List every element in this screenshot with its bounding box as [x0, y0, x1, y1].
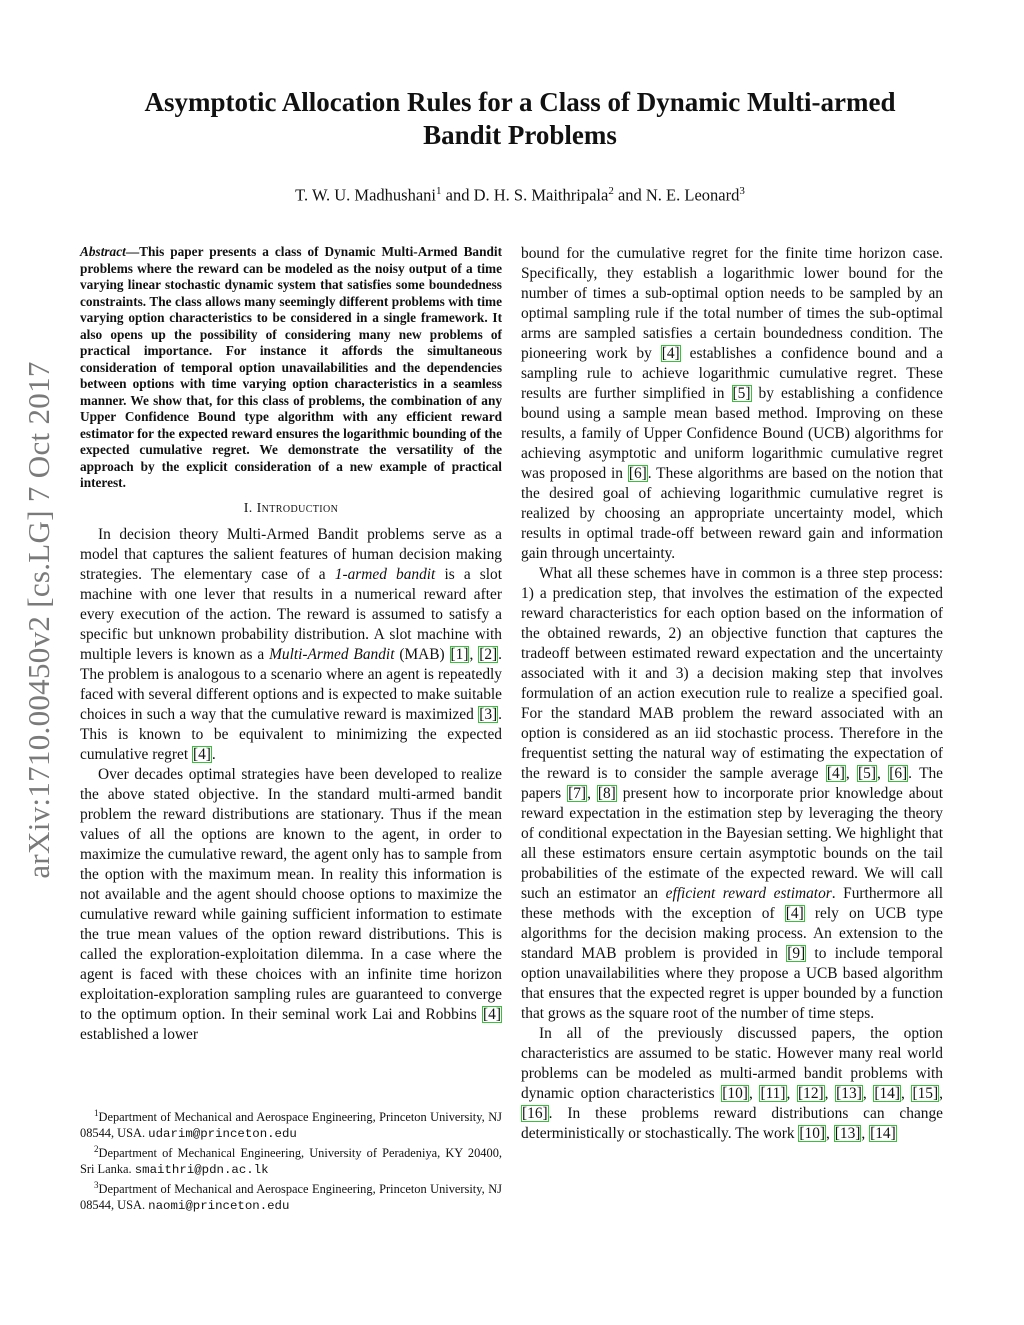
author-list — [80, 180, 960, 207]
italic-term: 1-armed bandit — [334, 565, 436, 583]
abstract — [80, 244, 502, 492]
abstract-label: Abstract — [80, 244, 126, 259]
footnote-text: Department of Mechanical and Aerospace Engineering, Princeton University, NJ 08544, USA. — [80, 1182, 502, 1212]
citation-link[interactable]: [10] — [799, 1125, 826, 1142]
text-run: . In these problems reward distributions can change deterministically or stochastically. The work — [521, 1105, 943, 1142]
citation-link[interactable]: [13] — [834, 1125, 861, 1142]
text-run: , — [824, 1085, 836, 1102]
citation-link[interactable]: [14] — [874, 1085, 900, 1102]
text-run: establishes a confidence bound and a sampling rule to achieve logarithmic cumulative regret. These results are further simplified in — [521, 345, 943, 402]
left-column — [80, 244, 502, 1045]
right-paragraph-1 — [521, 244, 943, 564]
text-run: established a lower — [80, 1025, 198, 1043]
citation-link[interactable]: [9] — [787, 945, 806, 962]
author-2: D. H. S. Maithripala — [473, 185, 609, 205]
paper-title — [80, 86, 960, 152]
footnote-2 — [80, 1142, 502, 1178]
citation-link[interactable]: [2] — [479, 645, 498, 663]
citation-link[interactable]: [12] — [798, 1085, 824, 1102]
text-run: . These algorithms are based on the notion that the desired goal of achieving logarithmic cumulative regret is realized by choosing an appropriate uncertainty model, which results in optimal trade-off between reward gain and information gain through uncertainty. — [521, 465, 943, 562]
text-run: rely on UCB type algorithms for the decision making process. An extension to the standard MAB problem is provided in — [521, 905, 943, 962]
email-address[interactable]: smaithri@pdn.ac.lk — [134, 1162, 269, 1177]
intro-paragraph-2 — [80, 765, 502, 1045]
email-address[interactable]: udarim@princeton.edu — [148, 1126, 297, 1141]
text-run: Over decades optimal strategies have been developed to realize the above stated objective. In the standard multi-armed bandit problem the reward distributions are stationary. Thus if the mean values of all the options are known to the agent, in order to maximize the cumulative reward, the agent only has to sample from the option with the maximum mean. In reality this information is not available and the agent should choose options to maximize the cumulative reward while gaining sufficient information to estimate the true mean values of the option reward distributions. This is called the exploration-exploitation dilemma. In a case where the agent is faced with these choices with an infinite time horizon exploitation-exploration sampling rules are guaranteed to converge to the optimum option. In their seminal work Lai and Robbins — [80, 765, 502, 1023]
text-run: , — [900, 1085, 912, 1102]
footnote-3 — [80, 1178, 502, 1214]
citation-link[interactable]: [16] — [522, 1105, 548, 1122]
citation-link[interactable]: [15] — [912, 1085, 939, 1102]
citation-link[interactable]: [14] — [870, 1125, 896, 1142]
author-1: T. W. U. Madhushani — [295, 185, 436, 205]
title-line-2: Bandit Problems — [423, 120, 617, 150]
section-name: Introduction — [256, 500, 339, 516]
author-3-affiliation: 3 — [739, 185, 745, 197]
citation-link[interactable]: [4] — [826, 765, 845, 782]
author-separator: and — [613, 185, 646, 205]
citation-link[interactable]: [7] — [568, 785, 587, 802]
text-run: , — [939, 1085, 943, 1102]
citation-link[interactable]: [5] — [858, 765, 876, 782]
footnote-text: Department of Mechanical Engineering, University of Peradeniya, KY 20400, Sri Lanka. — [80, 1146, 502, 1176]
footnote-mark: 3 — [94, 1180, 99, 1191]
right-column — [521, 244, 943, 1144]
footnote-text: Department of Mechanical and Aerospace Engineering, Princeton University, NJ 08544, USA. — [80, 1110, 502, 1140]
citation-link[interactable]: [5] — [732, 385, 751, 402]
text-run: . The problem is analogous to a scenario where an agent is repeatedly faced with several different options and is expected to make suitable choices in such a way that the cumulative reward is maximized — [80, 645, 502, 723]
citation-link[interactable]: [4] — [483, 1005, 501, 1023]
text-run: , — [845, 765, 858, 782]
citation-link[interactable]: [4] — [192, 745, 211, 763]
title-line-1: Asymptotic Allocation Rules for a Class of Dynamic Multi-armed — [144, 87, 896, 117]
text-run: bound for the cumulative regret for the finite time horizon case. Specifically, they establish a logarithmic lower bound for the number of times a sub-optimal option needs to be sampled by an optimal sampling rule if the total number of times the sub-optimal arms are sampled satisfies a certain boundedness condition. The pioneering work by — [521, 245, 943, 362]
italic-term: efficient reward estimator — [665, 885, 832, 902]
text-run: by establishing a confidence bound using a sample mean based method. Improving on these results, a family of Upper Confidence Bound (UCB) algorithms for achieving asymptotic and uniform logarithmic cumulative regret was proposed in — [521, 385, 943, 482]
right-paragraph-2 — [521, 564, 943, 1024]
abstract-dash: — — [125, 244, 140, 259]
text-run: , — [786, 1085, 798, 1102]
text-run: is a slot machine with one lever that results in a numerical reward after every execution of the action. The reward is assumed to satisfy a specific but unknown probability distribution. A slot machine with multiple levers is known as a — [80, 565, 502, 663]
italic-term: Multi-Armed Bandit — [269, 645, 395, 663]
footnote-1 — [80, 1106, 502, 1142]
citation-link[interactable]: [6] — [889, 765, 908, 782]
arxiv-side-label — [20, 270, 58, 970]
author-separator: and — [441, 185, 474, 205]
author-2-affiliation: 2 — [608, 185, 614, 197]
text-run: , — [862, 1085, 874, 1102]
text-run: In decision theory Multi-Armed Bandit problems serve as a model that captures the salient features of human decision making strategies. The elementary case of a — [80, 525, 502, 583]
text-run: (MAB) — [394, 645, 450, 663]
text-run: . Furthermore all these methods with the exception of — [521, 885, 944, 922]
abstract-text: This paper presents a class of Dynamic Multi-Armed Bandit problems where the reward can be modeled as the noisy output of a time varying linear stochastic dynamic system that satisfies some boundedness constraints. The class allows many seemingly different problems with time varying option characteristics to be considered in a single framework. It also opens up the possibility of considering many new problems of practical importance. For instance it affords the simultaneous consideration of temporal option unavailabilities and the dependencies between options with time varying option characteristics in a seamless manner. We show that, for this class of problems, the combination of any Upper Confidence Bound type algorithm with any efficient reward estimator for the expected reward ensures the logarithmic bounding of the expected cumulative regret. We demonstrate the versatility of the approach by the explicit consideration of a new example of practical interest. — [80, 244, 502, 490]
email-address[interactable]: naomi@princeton.edu — [148, 1198, 290, 1213]
affiliation-footnotes — [80, 1106, 502, 1214]
section-number: I. — [243, 500, 257, 516]
text-run: , — [861, 1125, 870, 1142]
text-run: In all of the previously discussed papers, the option characteristics are assumed to be static. However many real world problems can be modeled as multi-armed bandit problems with dynamic option characteristics — [521, 1025, 943, 1102]
intro-paragraph-1 — [80, 525, 502, 765]
text-run: What all these schemes have in common is a three step process: 1) a predication step, that involves the estimation of the expected reward characteristics for each option based on the information of the obtained rewards, 2) an objective function that captures the tradeoff between estimated reward expectation and the uncertainty associated with it and 3) a decision making step that involves formulation of an action execution rule to realize a specified goal. For the standard MAB problem the reward associated with an option is considered as an iid stochastic process. Therefore in the frequentist setting the natural way of estimating the expectation of the reward is to consider the sample average — [521, 565, 943, 782]
text-run: , — [748, 1085, 760, 1102]
author-1-affiliation: 1 — [436, 185, 442, 197]
citation-link[interactable]: [11] — [760, 1085, 786, 1102]
right-paragraph-3 — [521, 1024, 943, 1144]
section-heading-introduction — [80, 501, 502, 517]
text-run: , — [469, 645, 479, 663]
citation-link[interactable]: [4] — [661, 345, 680, 362]
text-run: . The papers — [521, 765, 943, 802]
citation-link[interactable]: [13] — [836, 1085, 862, 1102]
text-run: , — [587, 785, 597, 802]
text-run: . — [211, 745, 216, 763]
citation-link[interactable]: [3] — [479, 705, 498, 723]
citation-link[interactable]: [8] — [597, 785, 616, 802]
citation-link[interactable]: [1] — [450, 645, 469, 663]
author-3: N. E. Leonard — [645, 185, 740, 205]
text-run: present how to incorporate prior knowledge about reward expectation in the estimation step by leveraging the theory of conditional expectation in the Bayesian setting. We highlight that all these estimators ensure certain asymptotic bounds on the tail probabilities of the estimate of the expected reward. We will call such an estimator an — [521, 785, 944, 902]
citation-link[interactable]: [6] — [628, 465, 647, 482]
arxiv-identifier: arXiv:1710.00450v2 [cs.LG] 7 Oct 2017 — [21, 361, 56, 879]
text-run: to include temporal option unavailabilities where they propose a UCB based algorithm that ensures that the expected regret is upper bounded by a function that grows as the square root of the number of time steps. — [521, 945, 943, 1022]
citation-link[interactable]: [10] — [722, 1085, 748, 1102]
citation-link[interactable]: [4] — [785, 905, 804, 922]
footnote-mark: 1 — [94, 1108, 99, 1118]
text-run: , — [877, 765, 889, 782]
footnote-mark: 2 — [94, 1144, 99, 1155]
text-run: , — [826, 1125, 834, 1142]
text-run: . This is known to be equivalent to minimizing the expected cumulative regret — [80, 705, 502, 763]
